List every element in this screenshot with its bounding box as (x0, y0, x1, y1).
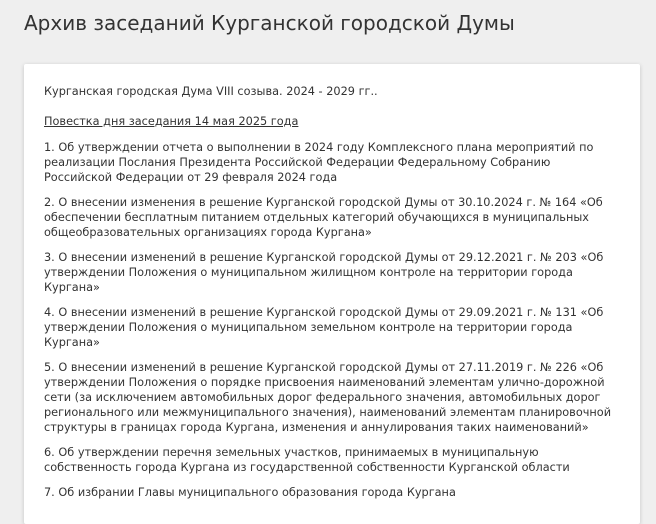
agenda-list (44, 140, 620, 500)
agenda-item: 1. Об утверждении отчета о выполнении в 2024 году Комплексного плана мероприятий по реализации Послания Президента Российской Федерации Федеральному Собранию Российской Федерации от 29 февраля 2024 года (44, 141, 594, 184)
agenda-item: 6. Об утверждении перечня земельных участков, принимаемых в муниципальную собственность города Кургана из государственной собственности Курганской области (44, 446, 570, 474)
agenda-item: 4. О внесении изменений в решение Курганской городской Думы от 29.09.2021 г. № 131 «Об утверждении Положения о муниципальном земельном контроле на территории города Кургана» (44, 306, 604, 349)
agenda-item: 3. О внесении изменений в решение Курганской городской Думы от 29.12.2021 г. № 203 «Об утверждении Положения о муниципальном жилищном контроле на территории города Кургана» (44, 251, 604, 294)
convocation-label: Курганская городская Дума VIII созыва. 2024 - 2029 гг.. (44, 85, 378, 98)
page-title: Архив заседаний Курганской городской Думы (24, 11, 515, 35)
agenda-item: 2. О внесении изменения в решение Курганской городской Думы от 30.10.2024 г. № 164 «Об обеспечении бесплатным питанием отдельных категорий обучающихся в муниципальных общеобразовательных организациях города Кургана» (44, 196, 603, 239)
agenda-item: 7. Об избрании Главы муниципального образования города Кургана (44, 486, 456, 499)
agenda-item: 5. О внесении изменений в решение Курганской городской Думы от 27.11.2019 г. № 226 «Об утверждении Положения о порядке присвоения наименований элементам улично-дорожной сети (за исключением автомобильных дорог федерального значения, автомобильных дорог регионального или межмуниципального значения), наименований элементам планировочной структуры в границах города Кургана, изменения и аннулирования таких наименований» (44, 361, 612, 434)
archive-card (24, 64, 640, 524)
agenda-link[interactable]: Повестка дня заседания 14 мая 2025 года (44, 115, 299, 128)
